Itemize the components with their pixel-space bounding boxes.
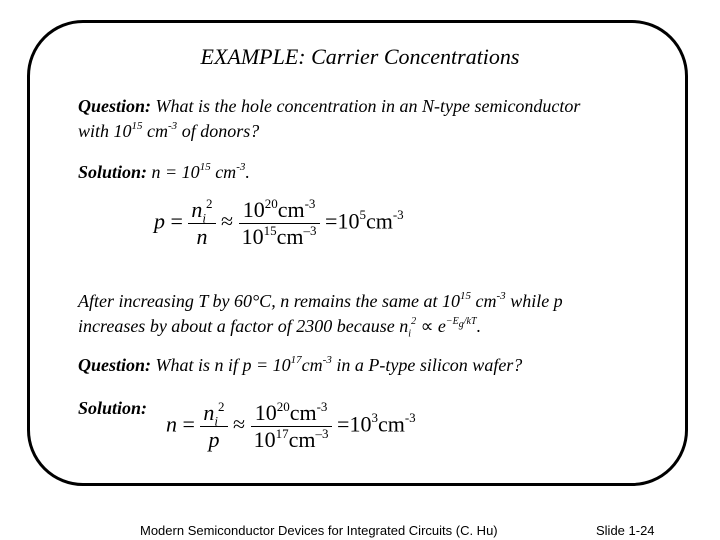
eq1-ni-sub: i	[202, 210, 207, 226]
eq2-approx: ≈	[233, 411, 246, 437]
formula-ni: n	[399, 316, 409, 336]
eq1-den2-sup: 15	[263, 222, 277, 238]
eq1-result-unit: cm	[365, 208, 393, 234]
slide-number: Slide 1-24	[596, 523, 655, 538]
explanation-text-a: After increasing T by 60°C, n remains the same at 10	[78, 291, 461, 311]
eq2-lhs: n	[166, 411, 177, 437]
eq2-den-p: p	[208, 427, 220, 452]
equation-1	[154, 197, 404, 250]
solution-1-text-c: .	[245, 162, 250, 182]
eq1-den-n: n	[196, 224, 208, 249]
question-2-sup-b: -3	[322, 354, 332, 366]
explanation-paragraph	[78, 289, 563, 347]
eq1-ni-sup: 2	[206, 195, 213, 211]
footer-citation: Modern Semiconductor Devices for Integrated Circuits (C. Hu)	[140, 523, 498, 538]
explanation-text-c: while p	[505, 291, 563, 311]
eq2-equals: =	[182, 411, 195, 437]
formula-exp-post: /kT	[463, 316, 477, 327]
eq2-num2: 10	[254, 400, 277, 425]
eq1-frac2-den	[239, 223, 320, 250]
eq1-num2-sup: 20	[264, 195, 278, 211]
eq2-frac2-num	[251, 400, 332, 426]
eq2-ni-sup: 2	[218, 398, 225, 414]
eq2-frac1-den	[200, 426, 227, 453]
eq1-frac1-num	[188, 195, 215, 226]
eq1-num2-unit-sup: -3	[304, 195, 316, 211]
solution-1-text-a: n = 10	[151, 162, 200, 182]
slide-title: EXAMPLE: Carrier Concentrations	[200, 44, 520, 69]
eq1-num2-unit: cm	[277, 197, 305, 222]
formula-e: e	[437, 316, 446, 336]
question-1-text: What is the hole concentration in an N-type semiconductor	[155, 96, 581, 116]
explanation-sup-a: 15	[460, 290, 472, 302]
eq1-den2-unit: cm	[276, 224, 304, 249]
explanation-text-d: increases by about a factor of 2300 because	[78, 316, 400, 336]
eq1-equals-2: =	[325, 208, 338, 234]
eq2-den2-unit: cm	[288, 427, 316, 452]
formula-ni-sup: 2	[411, 316, 417, 327]
eq2-num2-unit: cm	[289, 400, 317, 425]
question-2-label: Question:	[78, 355, 152, 375]
eq1-frac1-den	[188, 223, 215, 250]
solution-2-label: Solution:	[78, 398, 148, 418]
eq2-ni-sub: i	[214, 413, 219, 429]
eq1-num2: 10	[242, 197, 265, 222]
question-1-line-1	[78, 94, 580, 119]
eq2-equals-2: =	[337, 411, 350, 437]
question-1-sup-a: 15	[131, 120, 143, 132]
eq2-result-unit-sup: -3	[404, 410, 416, 426]
eq1-result: 10	[337, 208, 360, 234]
question-1-text-a: with 10	[78, 121, 132, 141]
explanation-text-e: .	[476, 316, 482, 336]
eq1-den2-unit-sup: –3	[303, 222, 317, 238]
eq2-ni: n	[203, 400, 215, 425]
eq2-num2-sup: 20	[276, 398, 290, 414]
explanation-text-b: cm	[471, 291, 497, 311]
solution-1	[78, 160, 250, 185]
eq2-result-sup: 3	[371, 410, 378, 426]
solution-1-sup-a: 15	[199, 161, 211, 173]
eq2-num2-unit-sup: -3	[316, 398, 328, 414]
formula-proportional: ∝	[420, 316, 434, 336]
solution-2	[78, 396, 147, 421]
question-1-text-b: cm	[142, 121, 169, 141]
question-1-text-c: of donors?	[177, 121, 260, 141]
eq2-result-unit: cm	[377, 411, 405, 437]
eq2-result: 10	[349, 411, 372, 437]
question-1-sup-b: -3	[168, 120, 178, 132]
question-2-sup-a: 17	[290, 354, 302, 366]
question-2-text-b: cm	[301, 355, 323, 375]
question-2-text-a: What is n if p = 10	[151, 355, 291, 375]
eq2-den2-unit-sup: –3	[315, 425, 329, 441]
eq1-den2: 10	[241, 224, 264, 249]
explanation-line-1	[78, 289, 563, 314]
eq1-lhs: p	[154, 208, 165, 234]
explanation-line-2	[78, 314, 563, 347]
question-1	[78, 94, 580, 144]
formula-exp: −E	[445, 316, 459, 327]
formula-exp-sub: g	[458, 319, 464, 330]
eq1-fraction-2	[239, 197, 320, 250]
eq2-frac2-den	[251, 426, 332, 453]
question-2-text-c: in a P-type silicon wafer?	[331, 355, 523, 375]
eq1-equals: =	[170, 208, 183, 234]
eq1-result-sup: 5	[359, 207, 366, 223]
eq1-result-unit-sup: -3	[392, 207, 404, 223]
question-1-label: Question:	[78, 96, 152, 116]
eq2-den2-sup: 17	[275, 425, 289, 441]
ni-proportional-formula	[399, 314, 476, 347]
question-2	[78, 353, 522, 378]
solution-1-text-b: cm	[210, 162, 237, 182]
eq1-ni: n	[191, 197, 203, 222]
eq1-approx: ≈	[221, 208, 234, 234]
eq2-fraction-1	[200, 400, 227, 453]
formula-ni-sub: i	[408, 328, 412, 340]
eq1-fraction-1	[188, 197, 215, 250]
question-1-line-2	[78, 119, 580, 144]
eq1-frac2-num	[239, 197, 320, 223]
equation-2	[166, 400, 416, 453]
eq2-frac1-num	[200, 398, 227, 429]
eq2-fraction-2	[251, 400, 332, 453]
explanation-sup-b: -3	[496, 290, 506, 302]
eq2-den2: 10	[253, 427, 276, 452]
solution-1-sup-b: -3	[236, 161, 246, 173]
solution-1-label: Solution:	[78, 162, 148, 182]
